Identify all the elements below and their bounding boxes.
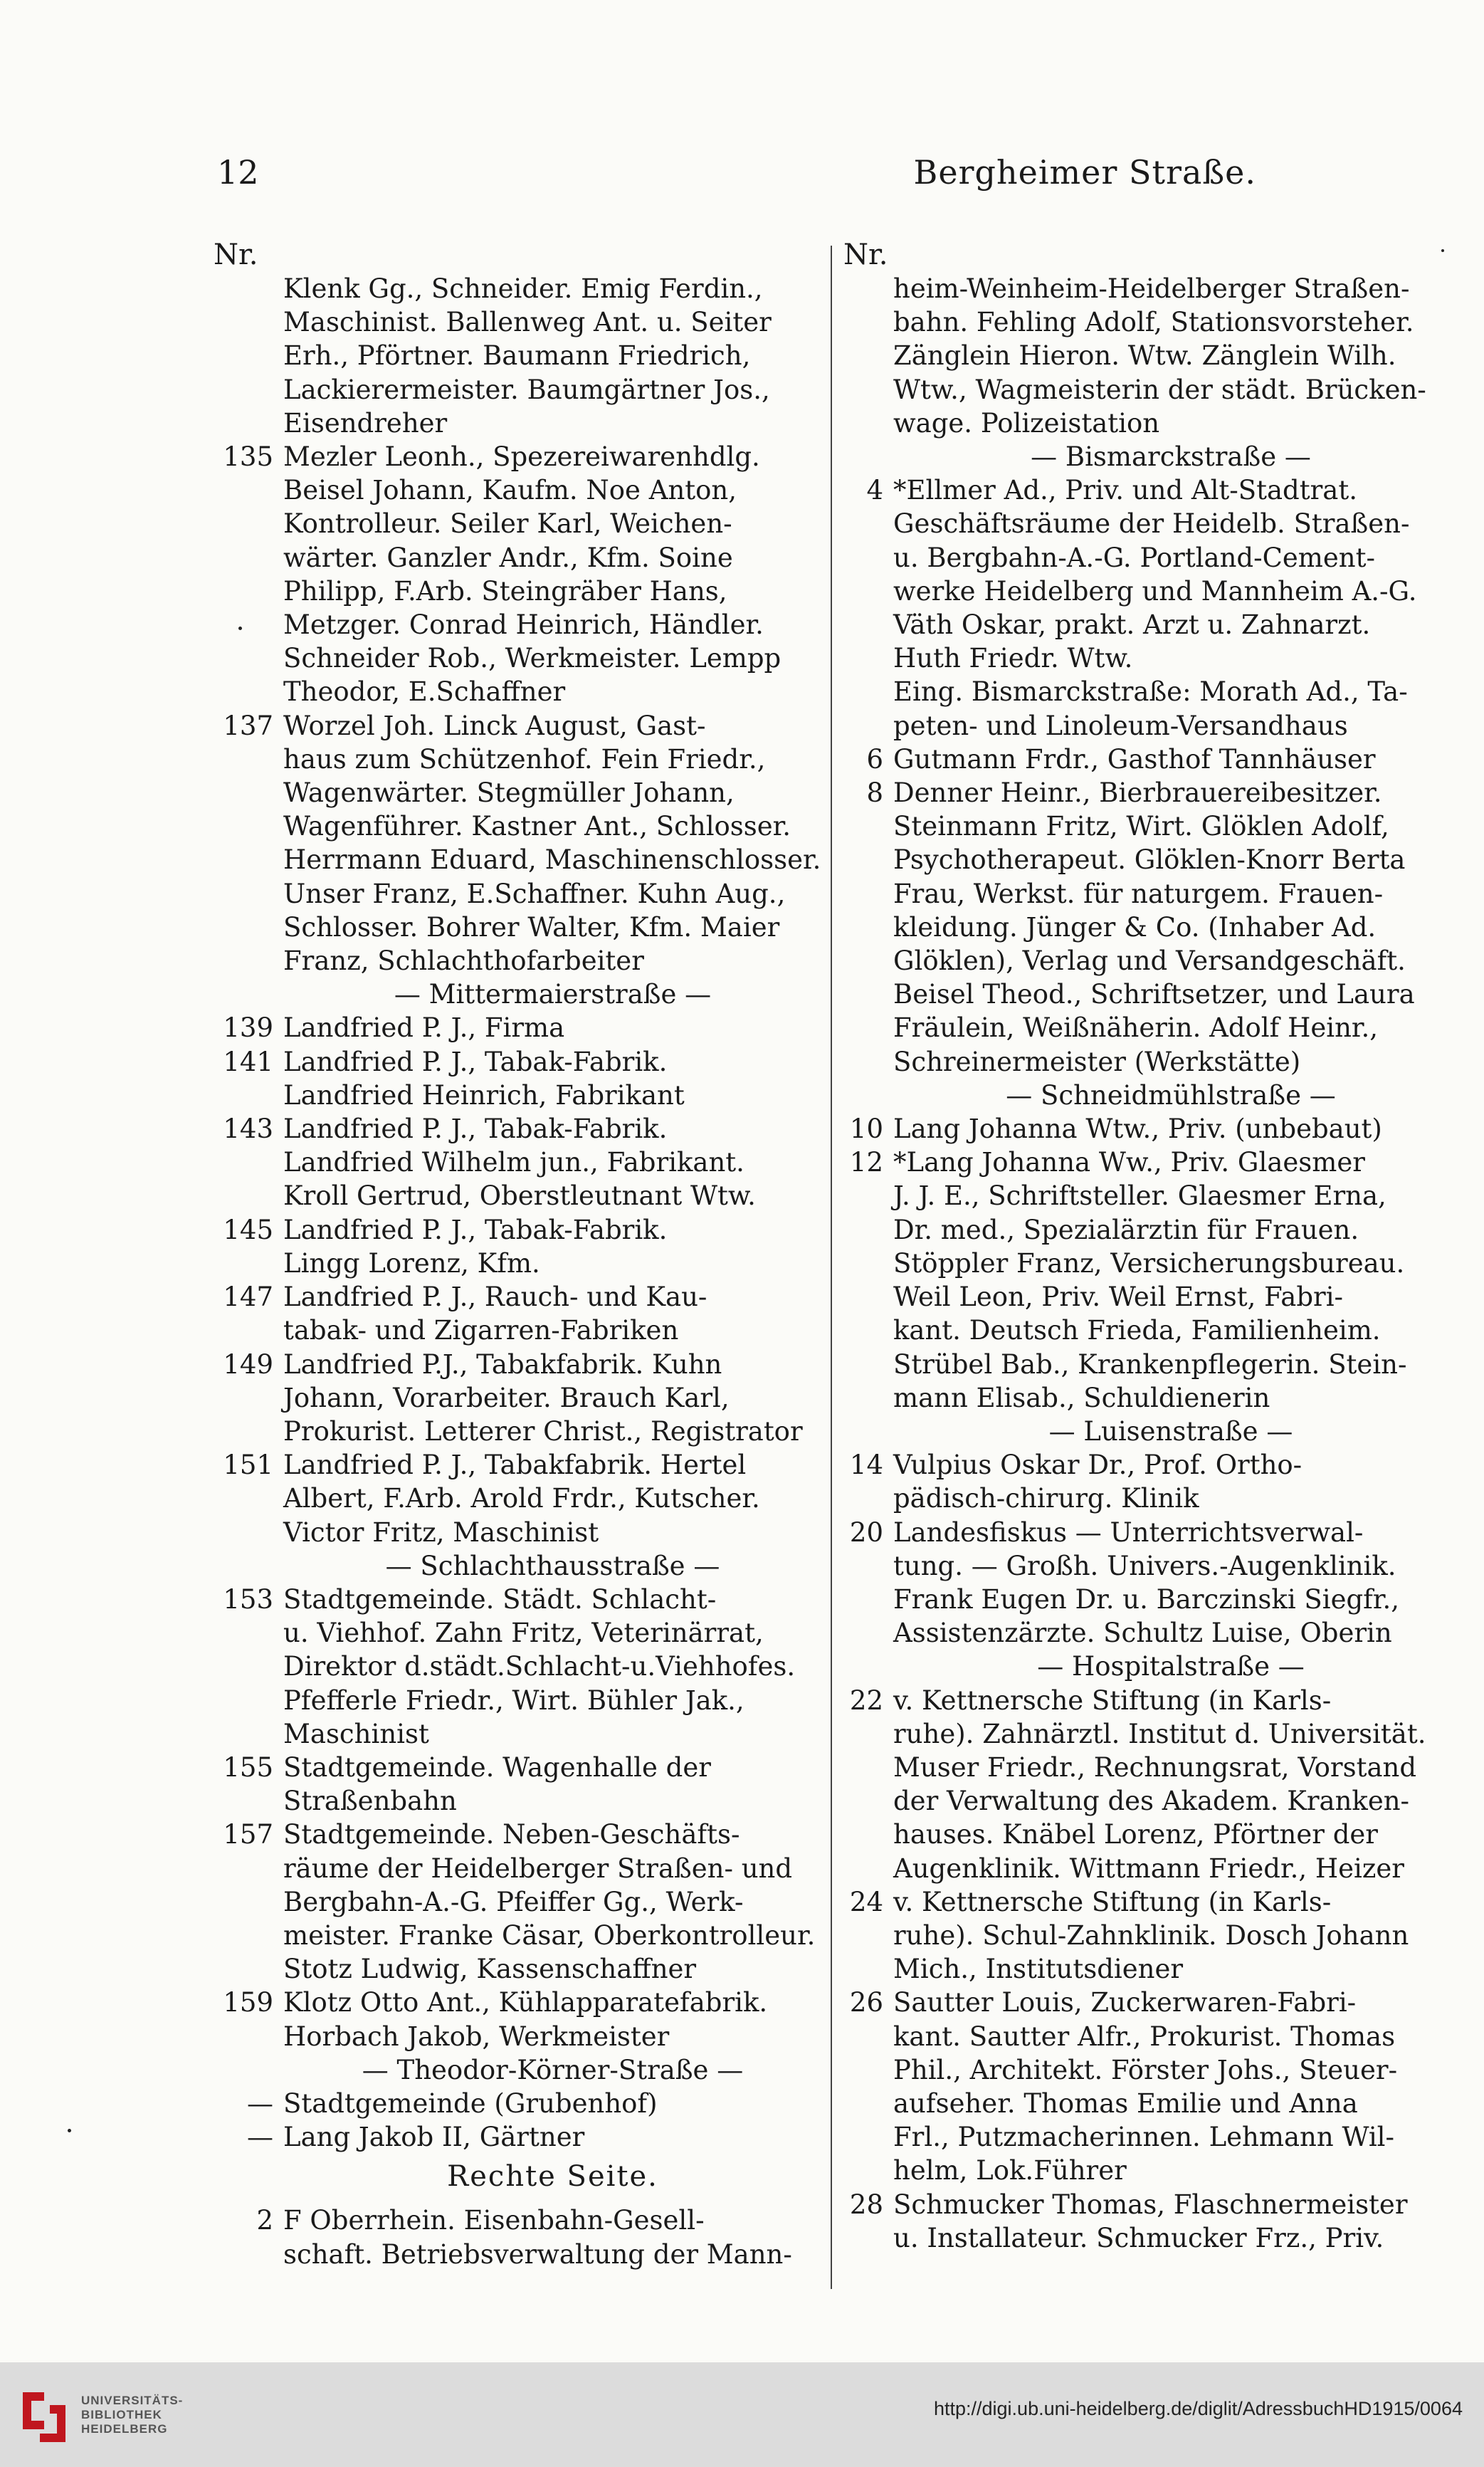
logo-line: UNIVERSITÄTS- xyxy=(81,2394,184,2407)
address-entry xyxy=(843,675,1448,742)
scan-speck xyxy=(238,627,242,630)
house-number: — xyxy=(247,2122,273,2153)
house-number: 135 xyxy=(223,441,273,473)
entry-text: Worzel Joh. Linck August, Gast- haus zum Schützenhof. Fein Friedr., Wagenwärter. Stegmüller Johann, Wagenführer. Kastner Ant., Schlosser. Herrmann Eduard, Maschinenschlosser. Unser Franz, E.Schaffner. Kuhn Aug., Schlosser. Bohrer Walter, Kfm. Maier Franz, Schlachthofarbeiter xyxy=(283,710,821,977)
house-number: 10 xyxy=(849,1114,883,1145)
address-entry xyxy=(214,1045,822,1112)
cross-street-heading: — Bismarckstraße — xyxy=(1031,441,1311,473)
house-number: 143 xyxy=(223,1114,273,1145)
logo-line: BIBLIOTHEK xyxy=(81,2408,162,2421)
address-entry xyxy=(843,1448,1448,1515)
entry-text: Landfried P.J., Tabakfabrik. Kuhn Johann, Vorarbeiter. Brauch Karl, Prokurist. Letterer Christ., Registrator xyxy=(283,1348,803,1447)
scan-speck xyxy=(68,2129,71,2132)
address-entry xyxy=(214,1280,822,1347)
house-number: 151 xyxy=(223,1450,273,1481)
house-number: 4 xyxy=(866,475,883,506)
house-number: 141 xyxy=(223,1046,273,1077)
house-number: 2 xyxy=(256,2205,273,2236)
entry-text: Lang Johanna Wtw., Priv. (unbebaut) xyxy=(893,1114,1382,1145)
address-entry xyxy=(843,272,1448,440)
right-entries xyxy=(843,272,1448,2255)
entry-text: heim-Weinheim-Heidelberger Straßen- bahn. Fehling Adolf, Stationsvorsteher. Zänglein Hieron. Wtw. Zänglein Wilh. Wtw., Wagmeisterin der städt. Brücken- wage. Polizeistation xyxy=(893,273,1426,439)
address-entry xyxy=(843,1146,1448,1415)
nr-label: Nr. xyxy=(843,239,888,271)
address-entry xyxy=(843,2188,1448,2255)
scan-speck xyxy=(1441,249,1444,252)
entry-text: Eing. Bismarckstraße: Morath Ad., Ta- peten- und Linoleum-Versandhaus xyxy=(893,676,1408,741)
entry-text: Stadtgemeinde. Neben-Geschäfts- räume der Heidelberger Straßen- und Bergbahn-A.-G. Pfeiffer Gg., Werk- meister. Franke Cäsar, Oberkontrolleur. Stotz Ludwig, Kassenschaffner xyxy=(283,1819,816,1985)
cross-street-heading: — Schneidmühlstraße — xyxy=(1006,1079,1336,1111)
address-entry xyxy=(214,709,822,978)
address-entry xyxy=(214,1986,822,2053)
house-number: 145 xyxy=(223,1214,273,1245)
entry-text: *Lang Johanna Ww., Priv. Glaesmer J. J. E., Schriftsteller. Glaesmer Erna, Dr. med., Spezialärztin für Frauen. Stöppler Franz, Versicherungsbureau. Weil Leon, Priv. Weil Ernst, Fabri- kant. Deutsch Frieda, Familienheim. Strübel Bab., Krankenpflegerin. Stein- mann Elisab., Schuldienerin xyxy=(893,1147,1407,1413)
entry-text: Denner Heinr., Bierbrauereibesitzer. Steinmann Fritz, Wirt. Glöklen Adolf, Psychotherapeut. Glöklen-Knorr Berta Frau, Werkst. für naturgem. Frauen- kleidung. Jünger & Co. (Inhaber Ad. Glöklen), Verlag und Versandgeschäft. Beisel Theod., Schriftsetzer, und Laura Fräulein, Weißnäherin. Adolf Heinr., Schreinermeister (Werkstätte) xyxy=(893,777,1415,1077)
house-number: 14 xyxy=(849,1450,883,1481)
entry-text: Landfried P. J., Rauch- und Kau- tabak- und Zigarren-Fabriken xyxy=(283,1282,707,1346)
address-entry xyxy=(214,1448,822,1549)
house-number xyxy=(843,272,893,440)
nr-label: Nr. xyxy=(214,239,258,271)
address-entry xyxy=(214,1112,822,1213)
house-number: 24 xyxy=(849,1886,883,1917)
entry-text: Landfried P. J., Tabakfabrik. Hertel Albert, F.Arb. Arold Frdr., Kutscher. Victor Fritz, Maschinist xyxy=(283,1450,760,1548)
address-entry xyxy=(214,2204,822,2270)
entry-text: Landfried P. J., Tabak-Fabrik. Landfried Heinrich, Fabrikant xyxy=(283,1046,685,1111)
address-entry xyxy=(214,272,822,440)
cross-street-heading: — Mittermaierstraße — xyxy=(394,979,712,1010)
entry-text: *Ellmer Ad., Priv. und Alt-Stadtrat. Geschäftsräume der Heidelb. Straßen- u. Bergbahn-A.-G. Portland-Cement- werke Heidelberg und Mannheim A.-G. Väth Oskar, prakt. Arzt u. Zahnarzt. Huth Friedr. Wtw. xyxy=(893,475,1417,674)
address-entry xyxy=(214,440,822,709)
address-entry xyxy=(843,743,1448,776)
library-logo-icon xyxy=(16,2385,73,2449)
entry-text: Stadtgemeinde (Grubenhof) xyxy=(283,2088,658,2119)
address-entry xyxy=(843,1885,1448,1986)
cross-street-heading: — Hospitalstraße — xyxy=(1037,1651,1305,1682)
column-divider xyxy=(831,246,832,2289)
house-number: 6 xyxy=(866,743,883,775)
address-entry xyxy=(214,1213,822,1280)
entry-text: Klotz Otto Ant., Kühlapparatefabrik. Horbach Jakob, Werkmeister xyxy=(283,1987,768,2052)
house-number xyxy=(843,675,893,742)
house-number: 137 xyxy=(223,710,273,741)
house-number: 20 xyxy=(849,1517,883,1548)
left-entries xyxy=(214,272,822,2271)
house-number: 147 xyxy=(223,1282,273,1313)
cross-street-heading: — Luisenstraße — xyxy=(1048,1415,1293,1447)
side-heading: Rechte Seite. xyxy=(447,2160,658,2194)
page-number: 12 xyxy=(217,153,259,192)
address-entry xyxy=(843,776,1448,1079)
house-number: 153 xyxy=(223,1583,273,1615)
address-entry xyxy=(843,1112,1448,1146)
entry-text: Schmucker Thomas, Flaschnermeister u. Installateur. Schmucker Frz., Priv. xyxy=(893,2189,1408,2253)
right-column xyxy=(843,239,1448,2255)
address-entry xyxy=(214,2087,822,2120)
house-number: 8 xyxy=(866,777,883,809)
address-entry xyxy=(214,1348,822,1449)
address-entry xyxy=(843,1986,1448,2187)
house-number: 12 xyxy=(849,1147,883,1178)
house-number: 149 xyxy=(223,1348,273,1380)
cross-street-heading: — Schlachthausstraße — xyxy=(385,1550,720,1581)
entry-text: Mezler Leonh., Spezereiwarenhdlg. Beisel Johann, Kaufm. Noe Anton, Kontrolleur. Seiler Karl, Weichen- wärter. Ganzler Andr., Kfm. Soine Philipp, F.Arb. Steingräber Hans, Metzger. Conrad Heinrich, Händler. Schneider Rob., Werkmeister. Lempp Theodor, E.Schaffner xyxy=(283,441,782,708)
house-number: 26 xyxy=(849,1987,883,2018)
entry-text: Klenk Gg., Schneider. Emig Ferdin., Maschinist. Ballenweg Ant. u. Seiter Erh., Pförtner. Baumann Friedrich, Lackierermeister. Baumgärtner Jos., Eisendreher xyxy=(283,273,772,439)
house-number xyxy=(214,272,283,440)
address-entry xyxy=(843,1684,1448,1885)
entry-text: v. Kettnersche Stiftung (in Karls- ruhe). Zahnärztl. Institut d. Universität. Muser Friedr., Rechnungsrat, Vorstand der Verwaltung des Akadem. Kranken- hauses. Knäbel Lorenz, Pförtner der Augenklinik. Wittmann Friedr., Heizer xyxy=(893,1685,1426,1884)
library-logo[interactable] xyxy=(16,2385,194,2449)
entry-text: Sautter Louis, Zuckerwaren-Fabri- kant. Sautter Alfr., Prokurist. Thomas Phil., Architekt. Förster Johs., Steuer- aufseher. Thomas Emilie und Anna Frl., Putzmacherinnen. Lehmann Wil- helm, Lok.Führer xyxy=(893,1987,1398,2186)
house-number: — xyxy=(247,2088,273,2119)
address-entry xyxy=(214,1011,822,1044)
entry-text: Stadtgemeinde. Wagenhalle der Straßenbahn xyxy=(283,1751,711,1817)
source-url-link[interactable]: http://digi.ub.uni-heidelberg.de/diglit/AdressbuchHD1915/0064 xyxy=(933,2398,1463,2419)
entry-text: v. Kettnersche Stiftung (in Karls- ruhe). Schul-Zahnklinik. Dosch Johann Mich., Institutsdiener xyxy=(893,1886,1409,1985)
entry-text: Landfried P. J., Tabak-Fabrik. Lingg Lorenz, Kfm. xyxy=(283,1214,668,1279)
entry-text: Gutmann Frdr., Gasthof Tannhäuser xyxy=(893,743,1376,775)
viewer-footer xyxy=(0,2362,1484,2467)
house-number: 155 xyxy=(223,1751,273,1783)
house-number: 139 xyxy=(223,1012,273,1044)
address-entry xyxy=(843,473,1448,675)
address-entry xyxy=(843,1516,1448,1650)
entry-text: Landfried P. J., Tabak-Fabrik. Landfried Wilhelm jun., Fabrikant. Kroll Gertrud, Oberstleutnant Wtw. xyxy=(283,1114,756,1212)
running-title: Bergheimer Straße. xyxy=(913,153,1256,192)
entry-text: Stadtgemeinde. Städt. Schlacht- u. Viehhof. Zahn Fritz, Veterinärrat, Direktor d.städt.Schlacht-u.Viehhofes. Pfefferle Friedr., Wirt. Bühler Jak., Maschinist xyxy=(283,1583,796,1749)
address-entry xyxy=(214,2120,822,2154)
entry-text: Vulpius Oskar Dr., Prof. Ortho- pädisch-chirurg. Klinik xyxy=(893,1450,1303,1514)
library-logo-text xyxy=(81,2394,183,2436)
entry-text: Lang Jakob II, Gärtner xyxy=(283,2122,585,2153)
house-number: 159 xyxy=(223,1987,273,2018)
address-entry xyxy=(214,1583,822,1751)
entry-text: F Oberrhein. Eisenbahn-Gesell- schaft. Betriebsverwaltung der Mann- xyxy=(283,2205,792,2270)
logo-line: HEIDELBERG xyxy=(81,2422,168,2436)
address-entry xyxy=(214,1751,822,1818)
entry-text: Landesfiskus — Unterrichtsverwal- tung. — Großh. Univers.-Augenklinik. Frank Eugen Dr. u. Barczinski Siegfr., Assistenzärzte. Schultz Luise, Oberin xyxy=(893,1517,1400,1649)
address-entry xyxy=(214,1818,822,1986)
page-header xyxy=(217,153,1256,203)
entry-text: Landfried P. J., Firma xyxy=(283,1012,565,1044)
left-column xyxy=(214,239,822,2271)
cross-street-heading: — Theodor-Körner-Straße — xyxy=(362,2054,744,2085)
house-number: 28 xyxy=(849,2189,883,2220)
house-number: 157 xyxy=(223,1819,273,1850)
house-number: 22 xyxy=(849,1685,883,1716)
